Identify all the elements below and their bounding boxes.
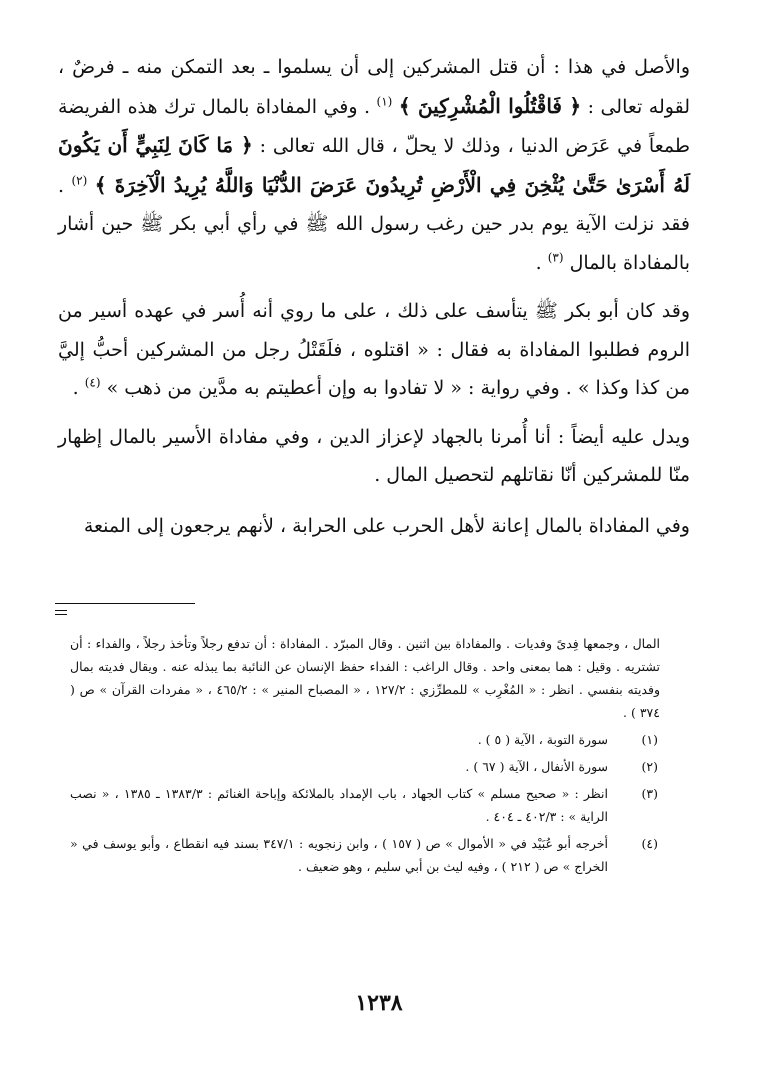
footnote-item [70, 782, 660, 828]
footnote-text: سورة الأنفال ، الآية ( ٦٧ ) . [465, 759, 608, 774]
footnote-item [70, 755, 660, 778]
footnote-ref: (٢) [71, 173, 88, 188]
footnote-text: سورة التوبة ، الآية ( ٥ ) . [477, 732, 608, 747]
footnote-number: (١) [641, 732, 658, 747]
footnote-text: انظر : « صحيح مسلم » كتاب الجهاد ، باب الإمداد بالملائكة وإباحة الغنائم : ١٣٨٣/٣ ـ ١٣٨٥ ، « نصب الراية » : ٤٠٢/٣ ـ ٤٠٤ . [70, 786, 608, 824]
text-run: . [535, 251, 542, 274]
main-text [58, 48, 690, 545]
text-run: والأصل في هذا : أن قتل المشركين إلى أن يسلموا ـ بعد التمكن منه ـ فرضٌ ، لقوله تعالى : [58, 56, 690, 118]
footnote-ref: (٤) [84, 375, 101, 390]
footnotes [70, 632, 660, 878]
footnote-number: (٢) [641, 759, 658, 774]
footnote-text: أخرجه أبو عُبَيْد في « الأموال » ص ( ١٥٧ ) ، وابن زنجويه : ٣٤٧/١ بسند فيه انقطاع ، وأبو يوسف في « الخراج » ص ( ٢١٢ ) ، وفيه ليث بن أبي سليم ، وهو ضعيف . [70, 836, 608, 874]
text-run: ويدل عليه أيضاً : أنا أُمرنا بالجهاد لإعزاز الدين ، وفي مفاداة الأسير بالمال إظهار منّا للمشركين أنّا نقاتلهم لتحصيل المال . [58, 425, 690, 486]
paragraph-1 [58, 48, 690, 282]
footnote-item [70, 832, 660, 878]
paragraph-2 [58, 292, 690, 408]
footnote-ref: (١) [376, 94, 393, 109]
footnote-ref: (٣) [547, 250, 564, 265]
footnote-number: (٤) [641, 836, 658, 851]
page-number: ١٢٣٨ [355, 990, 403, 1016]
footnote-number: (٣) [641, 786, 658, 801]
quran-verse: ﴿ فَاقْتُلُوا الْمُشْرِكِينَ ﴾ [398, 93, 582, 118]
footnote-carry-over: المال ، وجمعها فِدىً وفديات . والمفاداة بين اثنين . وقال المبرّد . المفاداة : أن تدفع رجلاً وتأخذ رجلاً ، والفداء : أن تشتريه . وقيل : هما بمعنى واحد . وقال الراغب : الفداء حفظ الإنسان عن النائبة بما يبذله عنه . ويقال فديته بمال وفديته بنفسي . انظر : « المُغْرِب » للمطرِّزي : ١٢٧/٢ ، « المصباح المنير » : ٤٦٥/٢ ، « مفردات القرآن » ص ( ٣٧٤ ) . [70, 636, 660, 720]
quran-verse: ﴿ مَا كَانَ لِنَبِيٍّ أَن يَكُونَ لَهُ أَسْرَىٰ حَتَّىٰ يُثْخِنَ فِي الْأَرْضِ تُرِيدُونَ عَرَضَ الدُّنْيَا وَاللَّهُ يُرِيدُ الْآخِرَةَ ﴾ [58, 133, 691, 197]
footnote-separator [55, 603, 680, 623]
separator-rule [55, 603, 195, 604]
text-run: . وفي المفاداة بالمال ترك هذه الفريضة طمعاً في عَرَض الدنيا ، وذلك لا يحلّ ، قال الله تعالى : [58, 95, 690, 157]
text-run: وقد كان أبو بكر ﷺ يتأسف على ذلك ، على ما روي أنه أُسر في عهده أسير من الروم فطلبوا المفاداة به فقال : « اقتلوه ، فلَقَتْلُ رجل من المشركين أحبُّ إليَّ من كذا وكذا » . وفي رواية : « لا تفادوا به وإن أعطيتم به مدَّين من ذهب » [58, 300, 690, 399]
paragraph-3 [58, 418, 690, 495]
text-run: . فقد نزلت الآية يوم بدر حين رغب رسول الله ﷺ في رأي أبي بكر ﷺ حين أشار بالمفاداة بالمال [58, 174, 690, 274]
text-run: . [72, 377, 79, 399]
paragraph-4 [58, 507, 690, 546]
text-run: وفي المفاداة بالمال إعانة لأهل الحرب على الحرابة ، لأنهم يرجعون إلى المنعة [83, 514, 690, 537]
carry-over-mark [55, 610, 67, 611]
footnote-item [70, 728, 660, 751]
